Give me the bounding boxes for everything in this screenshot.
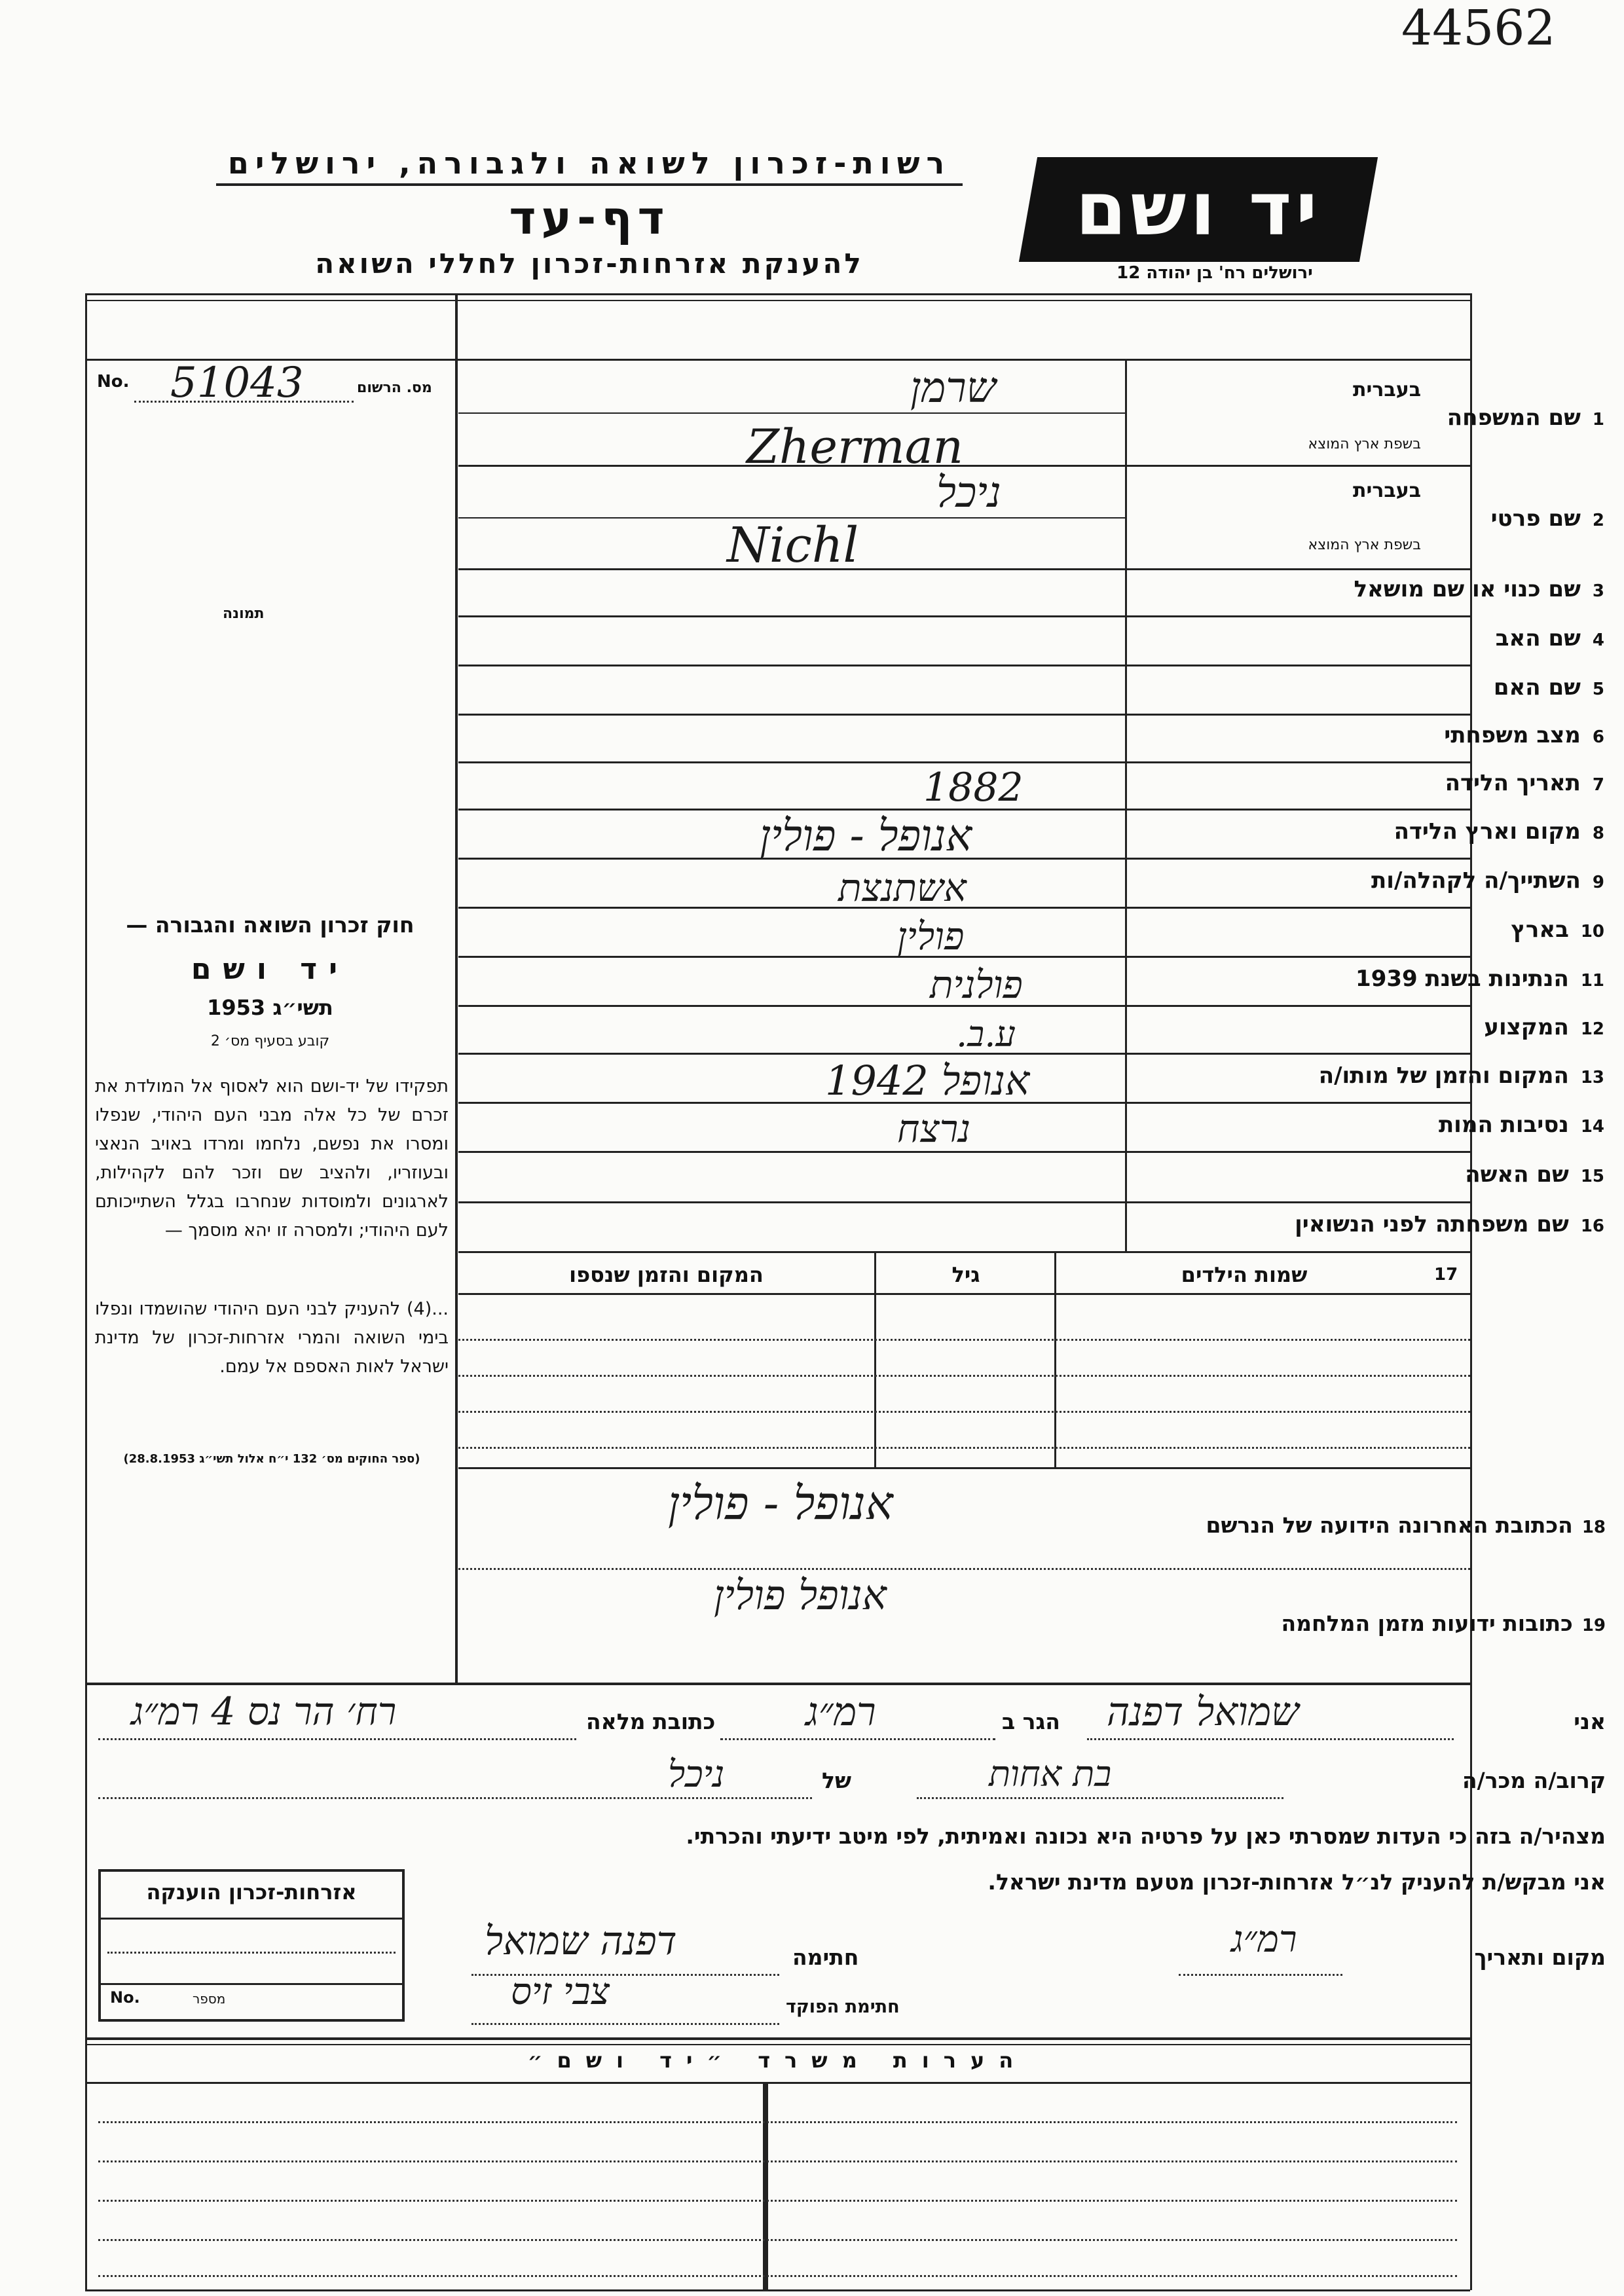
decl-subject-name: ניכל	[668, 1753, 725, 1796]
decl-city: רמ״ג	[805, 1689, 876, 1735]
field-13-label: 13המקום והזמן של מותו/ה	[1318, 1063, 1604, 1089]
place-date-value: רמ״ג	[1231, 1918, 1297, 1961]
field-11-label: 11הנתינות בשנת 1939	[1356, 966, 1604, 992]
law-reference: (ספר החוקים מס׳ 132 י״ח אלול תשי״ג 28.8.1953)	[123, 1452, 420, 1466]
citizenship-no-label: No.	[110, 1988, 140, 2007]
field-15-label: 15שם האשה	[1465, 1161, 1604, 1188]
signature-label: חתימה	[792, 1944, 859, 1970]
signature-value: דפנה שמואל	[485, 1918, 677, 1964]
native-label-1: בשפת ארץ המוצא	[1308, 436, 1421, 452]
law-clause: קובע בסעיף מס׳ 2	[210, 1033, 330, 1049]
decl-relation-label: קרוב/ה מכר/ה	[1462, 1768, 1606, 1793]
registration-no-label: No.	[97, 372, 130, 392]
official-signature-label: חתימת הפוקד	[786, 1997, 900, 2017]
children-age-header: גיל	[951, 1262, 980, 1287]
decl-address-label: כתובת מלאה	[586, 1709, 716, 1734]
law-paragraph-1: תפקידו של יד-ושם הוא לאסוף אל המולדת את זכרם של כל אלה מבני העם היהודי, שנפלו ומסרו את נפשם, נלחמו ומרדו באויב הנאצי ובעוזריו, ולהציב שם וזכר להם לקהילות, לארגונים ולמוסדות שנחרבו בגלל השתייכותם לעם היהודי; ולמסרה זו יהא מוסמך —	[95, 1076, 449, 1241]
law-name: יד ושם	[191, 953, 350, 986]
place-date-label: מקום ותאריך	[1474, 1944, 1606, 1970]
decl-request: אני מבקש/ת להעניק לנ״ל אזרחות-זכרון מטעם מדינת ישראל.	[987, 1869, 1606, 1895]
frame-top-2	[85, 300, 1470, 301]
field-7-label: 7תאריך הלידה	[1445, 770, 1604, 796]
field-13-value: אנופל 1942	[825, 1057, 1030, 1104]
field-4-label: 4שם האב	[1495, 625, 1604, 651]
citizenship-box-title: אזרחות-זכרון הוענקה	[146, 1880, 357, 1904]
left-column-divider	[455, 293, 458, 1683]
field-19-value: אנופל פולין	[714, 1571, 887, 1619]
decl-address: רח׳ הר נס 4 רמ״ג	[131, 1689, 397, 1734]
field-5-label: 5שם האם	[1493, 674, 1604, 701]
registration-he-label: מס. הרשום	[357, 380, 432, 396]
field-14-label: 14נסיבות המות	[1438, 1112, 1604, 1138]
field-2-value: ניכל	[936, 469, 1001, 517]
field-14-value: נרצח	[897, 1106, 971, 1151]
field-11-value: פולנית	[930, 962, 1023, 1007]
label-column-divider	[1125, 359, 1127, 1251]
yad-vashem-logo	[1019, 157, 1378, 262]
field-19-label: 19כתובות ידועות מזמן המלחמה	[1281, 1611, 1606, 1636]
registration-number: 51043	[170, 359, 304, 407]
field-1-value: שרמן	[910, 364, 996, 412]
citizenship-box	[98, 1869, 405, 2022]
field-12-label: 12המקצוע	[1484, 1014, 1604, 1040]
decl-of-label: של	[822, 1768, 851, 1793]
field-8-label: 8מקום וארץ הלידה	[1393, 818, 1604, 845]
frame-bottom	[85, 2289, 1470, 2291]
authority-name: רשות-זכרון לשואה ולגבורה, ירושלים	[216, 145, 963, 186]
frame-top	[85, 293, 1470, 295]
law-year: תשי״ג 1953	[207, 995, 333, 1020]
field-12-value: ע.ב.	[956, 1013, 1016, 1055]
form-title: דף-עד	[509, 191, 670, 245]
field-1-label: 1שם המשפחה	[1447, 405, 1604, 431]
hebrew-label-1: בעברית	[1353, 378, 1421, 401]
field-2-label: 2שם פרטי	[1490, 505, 1604, 532]
field-18-label: 18הכתובת האחרונה הידועה של הנרשם	[1206, 1512, 1606, 1538]
field-6-label: 6מצב משפחתי	[1444, 722, 1604, 748]
remarks-title: הערות משרד ״יד ושם״	[527, 2048, 1028, 2073]
decl-prefix: אני	[1574, 1709, 1606, 1734]
field-18-value: אנופל - פולין	[668, 1476, 893, 1530]
field-16-label: 16שם משפחתה לפני הנשואין	[1295, 1211, 1604, 1237]
decl-statement: מצהיר/ה בזה כי העדות שמסרתי כאן על פרטיה היא נכונה ואמיתית, לפי מיטב ידיעתי והכרתי.	[686, 1823, 1606, 1849]
children-names-header: שמות הילדים	[1181, 1262, 1308, 1287]
field-1-value-latin: Zherman	[747, 419, 963, 474]
decl-relation: בת אחות	[989, 1753, 1112, 1795]
archive-number: 44562	[1401, 0, 1556, 56]
field-8-value: אנופל - פולין	[760, 811, 972, 861]
form-subtitle: להענקת אזרחות-זכרון לחללי השואה	[315, 247, 864, 280]
field-9-label: 9השתייך/ה לקהלה/ות	[1371, 867, 1604, 894]
row-top-line	[455, 359, 1470, 361]
children-num: 17	[1434, 1265, 1458, 1285]
decl-lives-label: הגר ב	[1002, 1709, 1060, 1734]
law-title: חוק זכרון השואה והגבורה —	[126, 912, 415, 938]
children-place-header: המקום והזמן שנספו	[569, 1262, 764, 1287]
photo-label: תמונה	[223, 606, 265, 622]
citizenship-number-label: מספר	[193, 1991, 226, 2007]
header-address: ירושלים רח' בן יהודה 12	[1116, 263, 1313, 283]
field-10-value: פולין	[897, 914, 965, 958]
field-10-label: 10בארץ	[1511, 917, 1604, 943]
native-label-2: בשפת ארץ המוצא	[1308, 537, 1421, 553]
hebrew-label-2: בעברית	[1353, 479, 1421, 502]
field-3-label: 3שם כנוי או שם מושאל	[1354, 576, 1604, 602]
frame-left	[85, 293, 87, 2290]
logo-text: יד ושם	[1075, 167, 1321, 252]
law-paragraph-2: ...(4) להעניק לבני העם היהודי שהושמדו ונפלו בימי השואה והמרי אזרחות-זכרון של מדינת ישראל לאות האספם אל עמם.	[95, 1299, 449, 1377]
field-2-value-latin: Nichl	[727, 517, 859, 574]
field-7-value: 1882	[923, 765, 1024, 811]
field-9-value: אשתנצת	[838, 866, 967, 910]
official-signature-value: צבי זיס	[511, 1971, 610, 2013]
decl-name: שמואל דפנה	[1107, 1689, 1299, 1735]
